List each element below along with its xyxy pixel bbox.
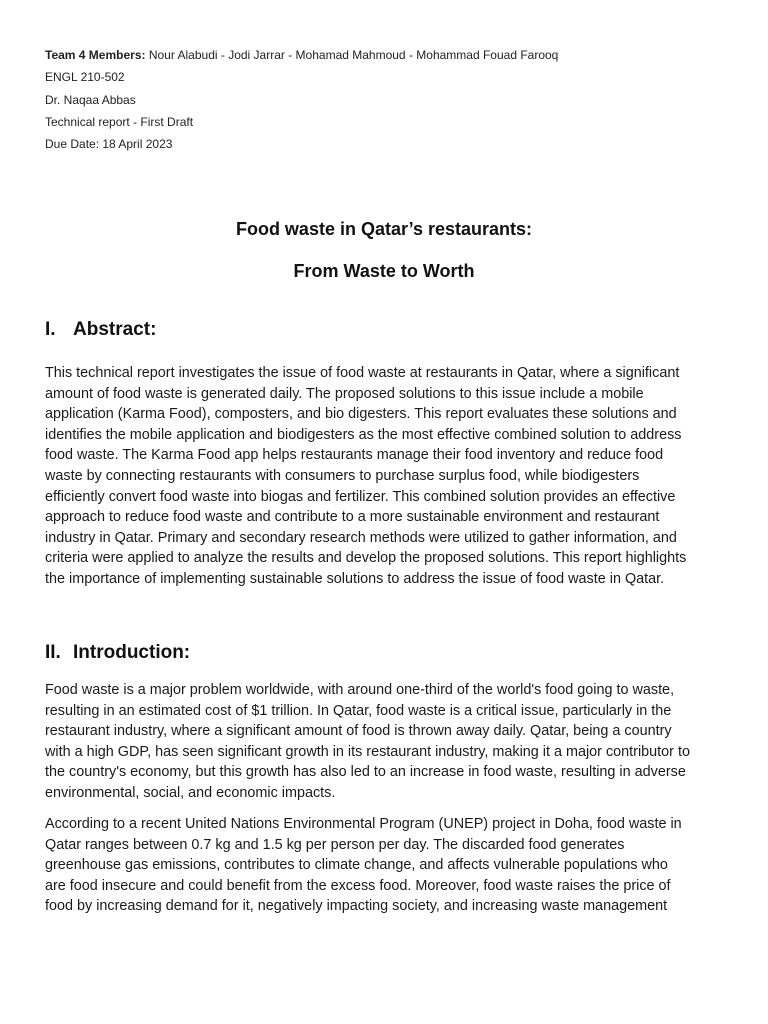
paragraph-line: with a high GDP, has seen significant growth in its restaurant industry, making it a major contributor to bbox=[45, 743, 690, 760]
team-members: Nour Alabudi - Jodi Jarrar - Mohamad Mahmoud - Mohammad Fouad Farooq bbox=[148, 48, 559, 62]
paragraph-line: resulting in an estimated cost of $1 trillion. In Qatar, food waste is a critical issue, particularly in the bbox=[45, 702, 672, 719]
section-number: I. bbox=[45, 319, 56, 340]
due-date: Due Date: 18 April 2023 bbox=[45, 137, 173, 152]
introduction-paragraph-2 bbox=[45, 814, 725, 917]
report-title: Food waste in Qatar’s restaurants: bbox=[235, 219, 533, 239]
paragraph-line: identifies the mobile application and biodigesters as the most effective combined solution to address bbox=[45, 426, 682, 443]
paragraph-line: food by increasing demand for it, negatively impacting society, and increasing waste management bbox=[45, 898, 668, 915]
abstract-heading bbox=[45, 318, 156, 342]
section-number: II. bbox=[45, 642, 61, 663]
paragraph-line: restaurant industry, where a significant amount of food is thrown away daily. Qatar, being a country bbox=[45, 723, 672, 740]
team-label: Team 4 Members: bbox=[45, 48, 146, 62]
paragraph-line: According to a recent United Nations Environmental Program (UNEP) project in Doha, food waste in bbox=[45, 816, 682, 832]
paragraph-line: waste by connecting restaurants with consumers to purchase surplus food, while biodigesters bbox=[45, 467, 640, 484]
instructor-name: Dr. Naqaa Abbas bbox=[45, 92, 136, 107]
report-subtitle: From Waste to Worth bbox=[293, 261, 475, 281]
paragraph-line: application (Karma Food), composters, and bio digesters. This report evaluates these solutions and bbox=[45, 406, 677, 423]
paragraph-line: the country's economy, but this growth has also led to an increase in food waste, resulting in adverse bbox=[45, 764, 686, 781]
paragraph-line: Qatar ranges between 0.7 kg and 1.5 kg per person per day. The discarded food generates bbox=[45, 836, 625, 853]
abstract-paragraph bbox=[45, 363, 725, 590]
paragraph-line: This technical report investigates the issue of food waste at restaurants in Qatar, where a significant bbox=[45, 365, 680, 381]
report-type: Technical report - First Draft bbox=[45, 114, 194, 129]
introduction-paragraph-1 bbox=[45, 680, 725, 804]
course-code: ENGL 210-502 bbox=[45, 70, 125, 85]
team-members-line bbox=[45, 44, 558, 66]
paragraph-line: greenhouse gas emissions, contributes to climate change, and affects vulnerable populations who bbox=[45, 857, 668, 874]
paragraph-line: Food waste is a major problem worldwide, with around one-third of the world's food going to waste, bbox=[45, 682, 675, 698]
section-title: Abstract: bbox=[73, 319, 157, 340]
paragraph-line: criteria were applied to analyze the results and develop the proposed solutions. This report highlights bbox=[45, 550, 687, 567]
paragraph-line: industry in Qatar. Primary and secondary research methods were utilized to gather information, and bbox=[45, 529, 677, 546]
paragraph-line: environmental, social, and economic impacts. bbox=[45, 784, 336, 801]
paragraph-line: approach to reduce food waste and contribute to a more sustainable environment and restaurant bbox=[45, 509, 660, 526]
paragraph-line: amount of food waste is generated daily. The proposed solutions to this issue include a mobile bbox=[45, 385, 644, 402]
report-header bbox=[45, 44, 558, 155]
paragraph-line: are food insecure and could benefit from the excess food. Moreover, food waste raises the price of bbox=[45, 877, 671, 894]
section-title: Introduction: bbox=[73, 642, 191, 663]
introduction-heading bbox=[45, 641, 190, 665]
paragraph-line: efficiently convert food waste into biogas and fertilizer. This combined solution provides an effective bbox=[45, 488, 676, 505]
paragraph-line: the importance of implementing sustainable solutions to address the issue of food waste in Qatar. bbox=[45, 570, 665, 587]
paragraph-line: food waste. The Karma Food app helps restaurants manage their food inventory and reduce food bbox=[45, 447, 664, 464]
